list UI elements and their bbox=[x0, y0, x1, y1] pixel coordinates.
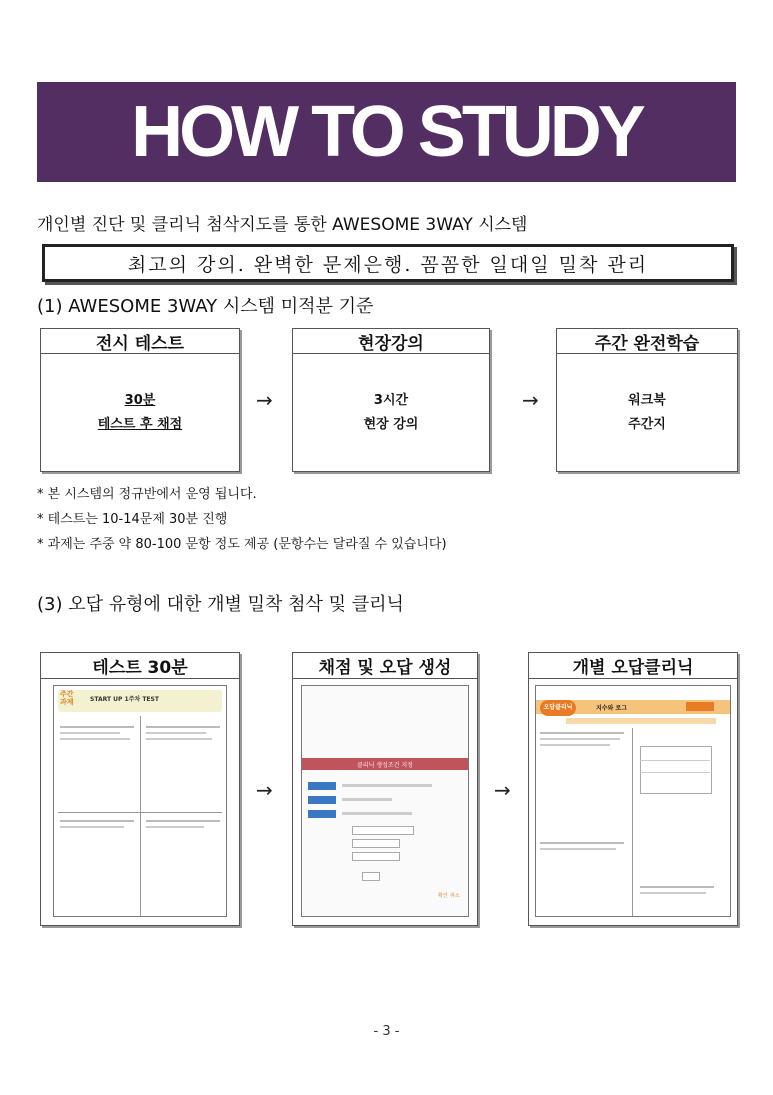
panel-header: 개별 오답클리닉 bbox=[529, 653, 737, 679]
section3-title: (3) 오답 유형에 대한 개별 밀착 첨삭 및 클리닉 bbox=[37, 594, 404, 615]
page-banner bbox=[37, 82, 736, 182]
form-title: 클리닉 생성조건 지정 bbox=[357, 762, 413, 769]
step-box-lecture bbox=[292, 328, 490, 472]
section1-title: (1) AWESOME 3WAY 시스템 미적분 기준 bbox=[37, 296, 374, 317]
panel-header: 테스트 30분 bbox=[41, 653, 239, 679]
test-badge: 주간 과제 bbox=[60, 690, 74, 706]
clinic-name: 지수와 로그 bbox=[596, 705, 628, 712]
step-line1: 워크북 bbox=[628, 392, 666, 408]
test-sheet-image bbox=[53, 685, 227, 917]
test-title: START UP 1주차 TEST bbox=[90, 696, 159, 703]
subtitle: 개인별 진단 및 클리닉 첨삭지도를 통한 AWESOME 3WAY 시스템 bbox=[37, 215, 528, 235]
step-box-pretest bbox=[40, 328, 240, 472]
step-box-weekly bbox=[556, 328, 738, 472]
panel-header: 채점 및 오답 생성 bbox=[293, 653, 477, 679]
step-line2: 주간지 bbox=[628, 416, 666, 432]
step-header: 현장강의 bbox=[293, 329, 489, 354]
panel-clinic bbox=[528, 652, 738, 926]
grading-form-image bbox=[301, 685, 469, 917]
note-item: * 본 시스템의 정규반에서 운영 됩니다. bbox=[37, 487, 257, 502]
confirm-button: 확인 bbox=[438, 893, 448, 899]
clinic-sheet-image bbox=[535, 685, 731, 917]
note-item: * 과제는 주중 약 80-100 문항 정도 제공 (문항수는 달라질 수 있습니다) bbox=[37, 537, 447, 552]
notes-list bbox=[37, 482, 447, 557]
arrow-icon: → bbox=[522, 388, 539, 412]
page-number: - 3 - bbox=[373, 1024, 400, 1039]
panel-test bbox=[40, 652, 240, 926]
step-line1: 3시간 bbox=[373, 392, 409, 408]
cancel-button: 취소 bbox=[450, 893, 460, 899]
arrow-icon: → bbox=[256, 388, 273, 412]
arrow-icon: → bbox=[494, 778, 511, 802]
step-header: 전시 테스트 bbox=[41, 329, 239, 354]
clinic-logo: 오답클리닉 bbox=[540, 700, 576, 716]
step-line2: 현장 강의 bbox=[363, 416, 419, 432]
banner-title: HOW TO STUDY bbox=[131, 92, 642, 172]
step-line1: 30분 bbox=[124, 392, 156, 408]
slogan-text: 최고의 강의. 완벽한 문제은행. 꼼꼼한 일대일 밀착 관리 bbox=[127, 253, 649, 276]
step-line2: 테스트 후 채점 bbox=[97, 416, 183, 432]
step-header: 주간 완전학습 bbox=[557, 329, 737, 354]
arrow-icon: → bbox=[256, 778, 273, 802]
note-item: * 테스트는 10-14문제 30분 진행 bbox=[37, 512, 228, 527]
slogan-box bbox=[42, 244, 734, 282]
panel-grading bbox=[292, 652, 478, 926]
